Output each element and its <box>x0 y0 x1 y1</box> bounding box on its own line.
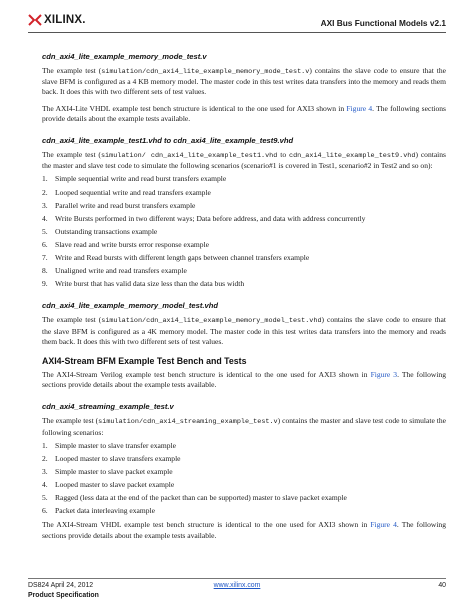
list-item <box>42 441 446 451</box>
figure-link[interactable]: Figure 3 <box>370 369 398 379</box>
item-number: 5. <box>42 226 48 236</box>
list-item <box>42 174 446 184</box>
list-item <box>42 188 446 198</box>
code-path: simulation/ cdn_axi4_lite_example_test1.vhd <box>100 152 278 161</box>
document-type: Product Specification <box>28 592 99 599</box>
paragraph <box>42 315 446 347</box>
list-item <box>42 506 446 516</box>
item-text: Ragged (less data at the end of the packet than can be supported) master to slave packet example <box>55 493 347 503</box>
item-number: 7. <box>42 252 48 262</box>
text: . The following sections provide details about the example tests available. <box>42 103 446 123</box>
item-number: 4. <box>42 480 48 490</box>
item-text: Outstanding transactions example <box>55 226 158 236</box>
list-item <box>42 227 446 237</box>
logo-text: XILINX. <box>44 14 86 26</box>
text: . The following sections provide details about the example tests available. <box>42 520 446 540</box>
paragraph <box>42 104 446 124</box>
item-text: Simple master to slave transfer example <box>55 440 176 450</box>
xilinx-x-icon <box>28 14 42 26</box>
item-text: Looped master to slave transfers example <box>55 453 181 463</box>
item-text: Looped master to slave packet example <box>55 480 175 490</box>
xilinx-logo <box>28 14 86 26</box>
list-item <box>42 279 446 289</box>
item-number: 8. <box>42 266 48 276</box>
scenario-list <box>42 174 446 289</box>
text: ) contains the slave code to ensure that the slave BFM is configured as a 4K memory model. The master code in this test writes data transfers into the memory and reads them back. It does this with two different sets of test values. <box>42 315 446 346</box>
text: The AXI4-Stream VHDL example test bench structure is identical to the one used for AXI3 shown in <box>42 520 371 530</box>
item-number: 1. <box>42 440 48 450</box>
item-text: Write and Read bursts with different length gaps between channel transfers example <box>55 252 310 262</box>
item-number: 2. <box>42 453 48 463</box>
section-heading: cdn_axi4_lite_example_memory_mode_test.v <box>42 52 207 61</box>
item-number: 2. <box>42 187 48 197</box>
figure-link[interactable]: Figure 4 <box>370 520 397 530</box>
list-item <box>42 240 446 250</box>
figure-link[interactable]: Figure 4 <box>346 103 373 113</box>
text: The AXI4-Stream Verilog example test bench structure is identical to the one used for AXI3 shown in <box>42 369 371 379</box>
text: The example test ( <box>42 315 102 325</box>
paragraph <box>42 370 446 390</box>
section-heading: AXI4-Stream BFM Example Test Bench and Tests <box>42 355 247 366</box>
text: to <box>277 150 289 160</box>
section-heading: cdn_axi4_streaming_example_test.v <box>42 402 174 412</box>
footer-divider <box>28 578 446 579</box>
item-number: 1. <box>42 174 48 184</box>
item-number: 5. <box>42 493 48 503</box>
item-text: Simple master to slave packet example <box>55 466 173 476</box>
list-item <box>42 467 446 477</box>
item-number: 9. <box>42 279 48 289</box>
scenario-list <box>42 441 446 517</box>
text: The AXI4-Lite VHDL example test bench structure is identical to the one used for AXI3 shown in <box>42 103 347 113</box>
text: The example test ( <box>42 150 101 160</box>
code-path: cdn_axi4_lite_example_test9.vhd <box>288 152 416 161</box>
item-number: 3. <box>42 200 48 210</box>
page-header <box>28 12 446 32</box>
paragraph <box>42 150 446 171</box>
text: The example test ( <box>42 66 102 75</box>
text: ) contains the master and slave test code to simulate the following scenarios: <box>42 416 446 437</box>
list-item <box>42 480 446 490</box>
paragraph <box>42 416 446 437</box>
list-item <box>42 266 446 276</box>
item-text: Unaligned write and read transfers example <box>55 266 187 276</box>
section-heading: cdn_axi4_lite_example_memory_model_test.vhd <box>42 301 219 311</box>
main-content <box>42 40 446 547</box>
list-item <box>42 214 446 224</box>
code-path: simulation/cdn_axi4_lite_example_memory_mode_test.v <box>101 68 310 76</box>
document-title: AXI Bus Functional Models v2.1 <box>320 18 446 28</box>
code-path: simulation/cdn_axi4_lite_example_memory_model_test.vhd <box>101 317 322 326</box>
list-item <box>42 253 446 263</box>
website-link[interactable]: www.xilinx.com <box>213 582 261 589</box>
code-path: simulation/cdn_axi4_streaming_example_test.v <box>98 418 278 427</box>
text: The example test ( <box>42 416 99 426</box>
item-text: Simple sequential write and read burst transfers example <box>55 174 227 184</box>
item-number: 6. <box>42 506 48 516</box>
paragraph <box>42 520 446 540</box>
section-heading: cdn_axi4_lite_example_test1.vhd to cdn_axi4_lite_example_test9.vhd <box>42 136 294 146</box>
paragraph <box>42 66 446 98</box>
text: ) contains the master and slave test code to simulate the following scenarios (scenario#1 is covered in Test1, scenario#2 in Test2 and so on): <box>42 150 446 171</box>
page-number: 40 <box>438 582 446 589</box>
list-item <box>42 454 446 464</box>
item-number: 3. <box>42 466 48 476</box>
list-item <box>42 201 446 211</box>
item-text: Looped sequential write and read transfers example <box>55 187 211 197</box>
document-id: DS824 April 24, 2012 <box>28 582 94 589</box>
item-text: Write Bursts performed in two different ways; Data before address, and data with address concurrently <box>55 213 366 223</box>
text: ) contains the slave code to ensure that the slave BFM is configured as a 4 KB memory model. The master code in this test writes data transfers into the memory and reads them back. It does this with two different sets of test values. <box>42 66 446 97</box>
item-number: 6. <box>42 239 48 249</box>
header-divider <box>28 32 446 33</box>
item-number: 4. <box>42 213 48 223</box>
item-text: Slave read and write bursts error response example <box>55 239 210 249</box>
item-text: Packet data interleaving example <box>55 506 155 516</box>
list-item <box>42 493 446 503</box>
item-text: Write burst that has valid data size less than the data bus width <box>55 279 245 289</box>
text: . The following sections provide details about the example tests available. <box>42 369 446 390</box>
item-text: Parallel write and read burst transfers example <box>55 200 196 210</box>
